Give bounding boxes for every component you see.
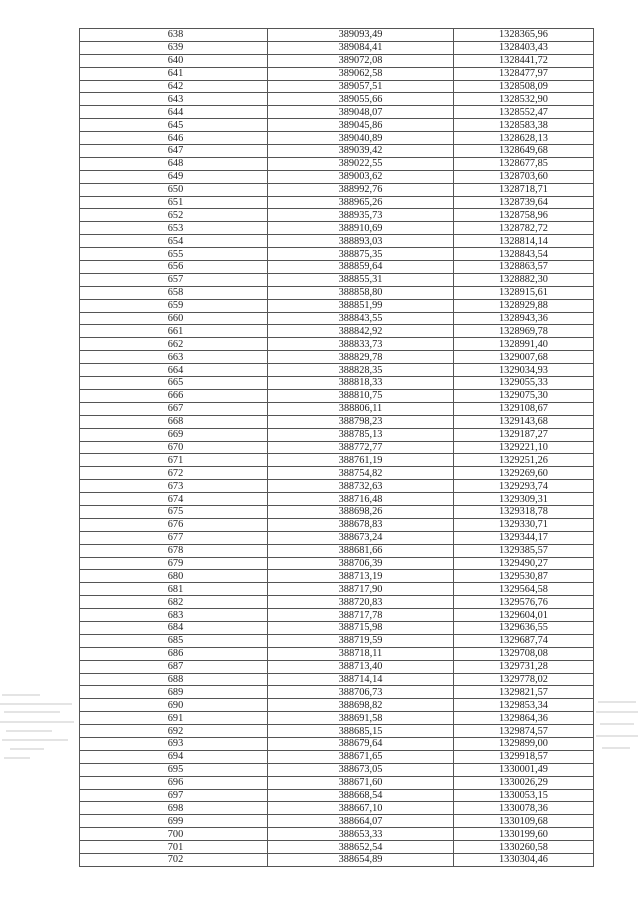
table-row [80, 29, 594, 42]
y-coordinate-cell: 1328477,97 [454, 67, 594, 80]
table-row [80, 157, 594, 170]
x-coordinate-cell: 389093,49 [268, 29, 454, 42]
y-coordinate-cell: 1330109,68 [454, 815, 594, 828]
table-row [80, 609, 594, 622]
point-number-cell: 667 [80, 402, 268, 415]
table-row [80, 325, 594, 338]
y-coordinate-cell: 1329708,08 [454, 647, 594, 660]
x-coordinate-cell: 388667,10 [268, 802, 454, 815]
point-number-cell: 659 [80, 299, 268, 312]
table-row [80, 67, 594, 80]
x-coordinate-cell: 388664,07 [268, 815, 454, 828]
y-coordinate-cell: 1329075,30 [454, 389, 594, 402]
x-coordinate-cell: 388691,58 [268, 712, 454, 725]
table-row [80, 673, 594, 686]
point-number-cell: 692 [80, 725, 268, 738]
x-coordinate-cell: 388761,19 [268, 454, 454, 467]
x-coordinate-cell: 388673,05 [268, 763, 454, 776]
point-number-cell: 699 [80, 815, 268, 828]
table-row [80, 596, 594, 609]
y-coordinate-cell: 1328969,78 [454, 325, 594, 338]
y-coordinate-cell: 1329576,76 [454, 596, 594, 609]
table-row [80, 273, 594, 286]
x-coordinate-cell: 388718,11 [268, 647, 454, 660]
x-coordinate-cell: 388706,39 [268, 557, 454, 570]
point-number-cell: 657 [80, 273, 268, 286]
table-row [80, 505, 594, 518]
point-number-cell: 677 [80, 531, 268, 544]
y-coordinate-cell: 1330304,46 [454, 854, 594, 867]
point-number-cell: 680 [80, 570, 268, 583]
point-number-cell: 694 [80, 750, 268, 763]
y-coordinate-cell: 1328532,90 [454, 93, 594, 106]
y-coordinate-cell: 1329821,57 [454, 686, 594, 699]
x-coordinate-cell: 388798,23 [268, 415, 454, 428]
y-coordinate-cell: 1329221,10 [454, 441, 594, 454]
y-coordinate-cell: 1329108,67 [454, 402, 594, 415]
point-number-cell: 689 [80, 686, 268, 699]
x-coordinate-cell: 389039,42 [268, 145, 454, 158]
point-number-cell: 661 [80, 325, 268, 338]
y-coordinate-cell: 1330053,15 [454, 789, 594, 802]
x-coordinate-cell: 388715,98 [268, 621, 454, 634]
point-number-cell: 698 [80, 802, 268, 815]
x-coordinate-cell: 388992,76 [268, 183, 454, 196]
y-coordinate-cell: 1330199,60 [454, 828, 594, 841]
table-row [80, 699, 594, 712]
x-coordinate-cell: 388893,03 [268, 235, 454, 248]
x-coordinate-cell: 388829,78 [268, 351, 454, 364]
point-number-cell: 643 [80, 93, 268, 106]
point-number-cell: 701 [80, 841, 268, 854]
y-coordinate-cell: 1329490,27 [454, 557, 594, 570]
table-row [80, 480, 594, 493]
x-coordinate-cell: 389062,58 [268, 67, 454, 80]
table-row [80, 518, 594, 531]
y-coordinate-cell: 1330001,49 [454, 763, 594, 776]
x-coordinate-cell: 388851,99 [268, 299, 454, 312]
table-row [80, 802, 594, 815]
table-row [80, 377, 594, 390]
table-row [80, 389, 594, 402]
y-coordinate-cell: 1329874,57 [454, 725, 594, 738]
x-coordinate-cell: 389022,55 [268, 157, 454, 170]
y-coordinate-cell: 1329864,36 [454, 712, 594, 725]
point-number-cell: 670 [80, 441, 268, 454]
point-number-cell: 683 [80, 609, 268, 622]
y-coordinate-cell: 1328863,57 [454, 261, 594, 274]
table-row [80, 286, 594, 299]
y-coordinate-cell: 1329853,34 [454, 699, 594, 712]
point-number-cell: 700 [80, 828, 268, 841]
x-coordinate-cell: 388810,75 [268, 389, 454, 402]
point-number-cell: 652 [80, 209, 268, 222]
point-number-cell: 686 [80, 647, 268, 660]
point-number-cell: 696 [80, 776, 268, 789]
y-coordinate-cell: 1329055,33 [454, 377, 594, 390]
x-coordinate-cell: 388843,55 [268, 312, 454, 325]
y-coordinate-cell: 1328991,40 [454, 338, 594, 351]
y-coordinate-cell: 1329143,68 [454, 415, 594, 428]
point-number-cell: 662 [80, 338, 268, 351]
table-row [80, 763, 594, 776]
table-row [80, 428, 594, 441]
y-coordinate-cell: 1328782,72 [454, 222, 594, 235]
point-number-cell: 655 [80, 248, 268, 261]
x-coordinate-cell: 388652,54 [268, 841, 454, 854]
y-coordinate-cell: 1328441,72 [454, 54, 594, 67]
point-number-cell: 653 [80, 222, 268, 235]
x-coordinate-cell: 388716,48 [268, 493, 454, 506]
x-coordinate-cell: 388673,24 [268, 531, 454, 544]
table-row [80, 209, 594, 222]
y-coordinate-cell: 1328628,13 [454, 132, 594, 145]
table-row [80, 493, 594, 506]
table-row [80, 815, 594, 828]
y-coordinate-cell: 1329899,00 [454, 737, 594, 750]
y-coordinate-cell: 1329330,71 [454, 518, 594, 531]
x-coordinate-cell: 388713,40 [268, 660, 454, 673]
table-row [80, 737, 594, 750]
x-coordinate-cell: 388828,35 [268, 364, 454, 377]
y-coordinate-cell: 1329344,17 [454, 531, 594, 544]
y-coordinate-cell: 1329530,87 [454, 570, 594, 583]
x-coordinate-cell: 389055,66 [268, 93, 454, 106]
point-number-cell: 681 [80, 583, 268, 596]
y-coordinate-cell: 1329604,01 [454, 609, 594, 622]
y-coordinate-cell: 1328943,36 [454, 312, 594, 325]
table-row [80, 235, 594, 248]
y-coordinate-cell: 1330026,29 [454, 776, 594, 789]
x-coordinate-cell: 388875,35 [268, 248, 454, 261]
point-number-cell: 650 [80, 183, 268, 196]
y-coordinate-cell: 1328929,88 [454, 299, 594, 312]
point-number-cell: 651 [80, 196, 268, 209]
point-number-cell: 666 [80, 389, 268, 402]
x-coordinate-cell: 388698,26 [268, 505, 454, 518]
y-coordinate-cell: 1329564,58 [454, 583, 594, 596]
point-number-cell: 674 [80, 493, 268, 506]
point-number-cell: 688 [80, 673, 268, 686]
point-number-cell: 656 [80, 261, 268, 274]
x-coordinate-cell: 389003,62 [268, 170, 454, 183]
point-number-cell: 697 [80, 789, 268, 802]
table-row [80, 351, 594, 364]
table-row [80, 557, 594, 570]
y-coordinate-cell: 1329007,68 [454, 351, 594, 364]
x-coordinate-cell: 389057,51 [268, 80, 454, 93]
table-row [80, 222, 594, 235]
y-coordinate-cell: 1329918,57 [454, 750, 594, 763]
x-coordinate-cell: 388858,80 [268, 286, 454, 299]
table-row [80, 132, 594, 145]
table-row [80, 41, 594, 54]
y-coordinate-cell: 1329318,78 [454, 505, 594, 518]
x-coordinate-cell: 388717,78 [268, 609, 454, 622]
point-number-cell: 645 [80, 119, 268, 132]
point-number-cell: 641 [80, 67, 268, 80]
x-coordinate-cell: 388720,83 [268, 596, 454, 609]
x-coordinate-cell: 388668,54 [268, 789, 454, 802]
x-coordinate-cell: 388681,66 [268, 544, 454, 557]
y-coordinate-cell: 1328365,96 [454, 29, 594, 42]
x-coordinate-cell: 388678,83 [268, 518, 454, 531]
y-coordinate-cell: 1329293,74 [454, 480, 594, 493]
x-coordinate-cell: 388754,82 [268, 467, 454, 480]
point-number-cell: 649 [80, 170, 268, 183]
y-coordinate-cell: 1328915,61 [454, 286, 594, 299]
table-row [80, 828, 594, 841]
x-coordinate-cell: 388713,19 [268, 570, 454, 583]
point-number-cell: 687 [80, 660, 268, 673]
point-number-cell: 691 [80, 712, 268, 725]
x-coordinate-cell: 389045,86 [268, 119, 454, 132]
y-coordinate-cell: 1329034,93 [454, 364, 594, 377]
y-coordinate-cell: 1328649,68 [454, 145, 594, 158]
x-coordinate-cell: 388772,77 [268, 441, 454, 454]
point-number-cell: 684 [80, 621, 268, 634]
table-row [80, 312, 594, 325]
point-number-cell: 690 [80, 699, 268, 712]
table-row [80, 299, 594, 312]
table-row [80, 789, 594, 802]
table-row [80, 145, 594, 158]
table-row [80, 364, 594, 377]
x-coordinate-cell: 388706,73 [268, 686, 454, 699]
y-coordinate-cell: 1328403,43 [454, 41, 594, 54]
point-number-cell: 664 [80, 364, 268, 377]
x-coordinate-cell: 388855,31 [268, 273, 454, 286]
point-number-cell: 671 [80, 454, 268, 467]
point-number-cell: 702 [80, 854, 268, 867]
y-coordinate-cell: 1328882,30 [454, 273, 594, 286]
point-number-cell: 693 [80, 737, 268, 750]
y-coordinate-cell: 1330078,36 [454, 802, 594, 815]
y-coordinate-cell: 1328758,96 [454, 209, 594, 222]
y-coordinate-cell: 1328677,85 [454, 157, 594, 170]
x-coordinate-cell: 388698,82 [268, 699, 454, 712]
table-row [80, 544, 594, 557]
table-row [80, 854, 594, 867]
point-number-cell: 673 [80, 480, 268, 493]
point-number-cell: 669 [80, 428, 268, 441]
coordinates-table-body [80, 29, 594, 867]
point-number-cell: 638 [80, 29, 268, 42]
x-coordinate-cell: 388842,92 [268, 325, 454, 338]
x-coordinate-cell: 388935,73 [268, 209, 454, 222]
table-row [80, 841, 594, 854]
table-row [80, 338, 594, 351]
x-coordinate-cell: 388671,65 [268, 750, 454, 763]
y-coordinate-cell: 1328718,71 [454, 183, 594, 196]
y-coordinate-cell: 1329731,28 [454, 660, 594, 673]
x-coordinate-cell: 389040,89 [268, 132, 454, 145]
table-row [80, 106, 594, 119]
x-coordinate-cell: 388818,33 [268, 377, 454, 390]
y-coordinate-cell: 1329385,57 [454, 544, 594, 557]
y-coordinate-cell: 1328508,09 [454, 80, 594, 93]
x-coordinate-cell: 388654,89 [268, 854, 454, 867]
table-row [80, 660, 594, 673]
x-coordinate-cell: 388714,14 [268, 673, 454, 686]
y-coordinate-cell: 1329636,55 [454, 621, 594, 634]
table-row [80, 415, 594, 428]
x-coordinate-cell: 388732,63 [268, 480, 454, 493]
x-coordinate-cell: 388833,73 [268, 338, 454, 351]
y-coordinate-cell: 1329251,26 [454, 454, 594, 467]
y-coordinate-cell: 1328814,14 [454, 235, 594, 248]
table-row [80, 712, 594, 725]
x-coordinate-cell: 388717,90 [268, 583, 454, 596]
table-row [80, 54, 594, 67]
y-coordinate-cell: 1329187,27 [454, 428, 594, 441]
y-coordinate-cell: 1328739,64 [454, 196, 594, 209]
table-row [80, 531, 594, 544]
x-coordinate-cell: 388679,64 [268, 737, 454, 750]
coordinates-table [79, 28, 594, 867]
point-number-cell: 663 [80, 351, 268, 364]
y-coordinate-cell: 1330260,58 [454, 841, 594, 854]
point-number-cell: 644 [80, 106, 268, 119]
y-coordinate-cell: 1329309,31 [454, 493, 594, 506]
x-coordinate-cell: 388806,11 [268, 402, 454, 415]
point-number-cell: 679 [80, 557, 268, 570]
table-row [80, 183, 594, 196]
y-coordinate-cell: 1328703,60 [454, 170, 594, 183]
y-coordinate-cell: 1329778,02 [454, 673, 594, 686]
y-coordinate-cell: 1328583,38 [454, 119, 594, 132]
point-number-cell: 668 [80, 415, 268, 428]
point-number-cell: 695 [80, 763, 268, 776]
point-number-cell: 675 [80, 505, 268, 518]
table-row [80, 454, 594, 467]
table-row [80, 634, 594, 647]
table-row [80, 776, 594, 789]
table-row [80, 119, 594, 132]
point-number-cell: 642 [80, 80, 268, 93]
table-row [80, 725, 594, 738]
point-number-cell: 648 [80, 157, 268, 170]
table-row [80, 570, 594, 583]
table-row [80, 196, 594, 209]
point-number-cell: 647 [80, 145, 268, 158]
table-row [80, 621, 594, 634]
point-number-cell: 658 [80, 286, 268, 299]
x-coordinate-cell: 388965,26 [268, 196, 454, 209]
y-coordinate-cell: 1328552,47 [454, 106, 594, 119]
table-row [80, 248, 594, 261]
point-number-cell: 672 [80, 467, 268, 480]
x-coordinate-cell: 388719,59 [268, 634, 454, 647]
table-row [80, 686, 594, 699]
coordinates-table-container [79, 28, 593, 869]
x-coordinate-cell: 388785,13 [268, 428, 454, 441]
table-row [80, 402, 594, 415]
table-row [80, 261, 594, 274]
x-coordinate-cell: 388910,69 [268, 222, 454, 235]
table-row [80, 750, 594, 763]
y-coordinate-cell: 1329687,74 [454, 634, 594, 647]
x-coordinate-cell: 389084,41 [268, 41, 454, 54]
point-number-cell: 676 [80, 518, 268, 531]
x-coordinate-cell: 388859,64 [268, 261, 454, 274]
table-row [80, 80, 594, 93]
table-row [80, 93, 594, 106]
point-number-cell: 660 [80, 312, 268, 325]
x-coordinate-cell: 388671,60 [268, 776, 454, 789]
point-number-cell: 640 [80, 54, 268, 67]
x-coordinate-cell: 389048,07 [268, 106, 454, 119]
x-coordinate-cell: 388653,33 [268, 828, 454, 841]
table-row [80, 583, 594, 596]
x-coordinate-cell: 388685,15 [268, 725, 454, 738]
x-coordinate-cell: 389072,08 [268, 54, 454, 67]
point-number-cell: 639 [80, 41, 268, 54]
table-row [80, 441, 594, 454]
point-number-cell: 685 [80, 634, 268, 647]
table-row [80, 170, 594, 183]
point-number-cell: 678 [80, 544, 268, 557]
table-row [80, 467, 594, 480]
point-number-cell: 654 [80, 235, 268, 248]
point-number-cell: 682 [80, 596, 268, 609]
point-number-cell: 646 [80, 132, 268, 145]
table-row [80, 647, 594, 660]
y-coordinate-cell: 1328843,54 [454, 248, 594, 261]
y-coordinate-cell: 1329269,60 [454, 467, 594, 480]
point-number-cell: 665 [80, 377, 268, 390]
